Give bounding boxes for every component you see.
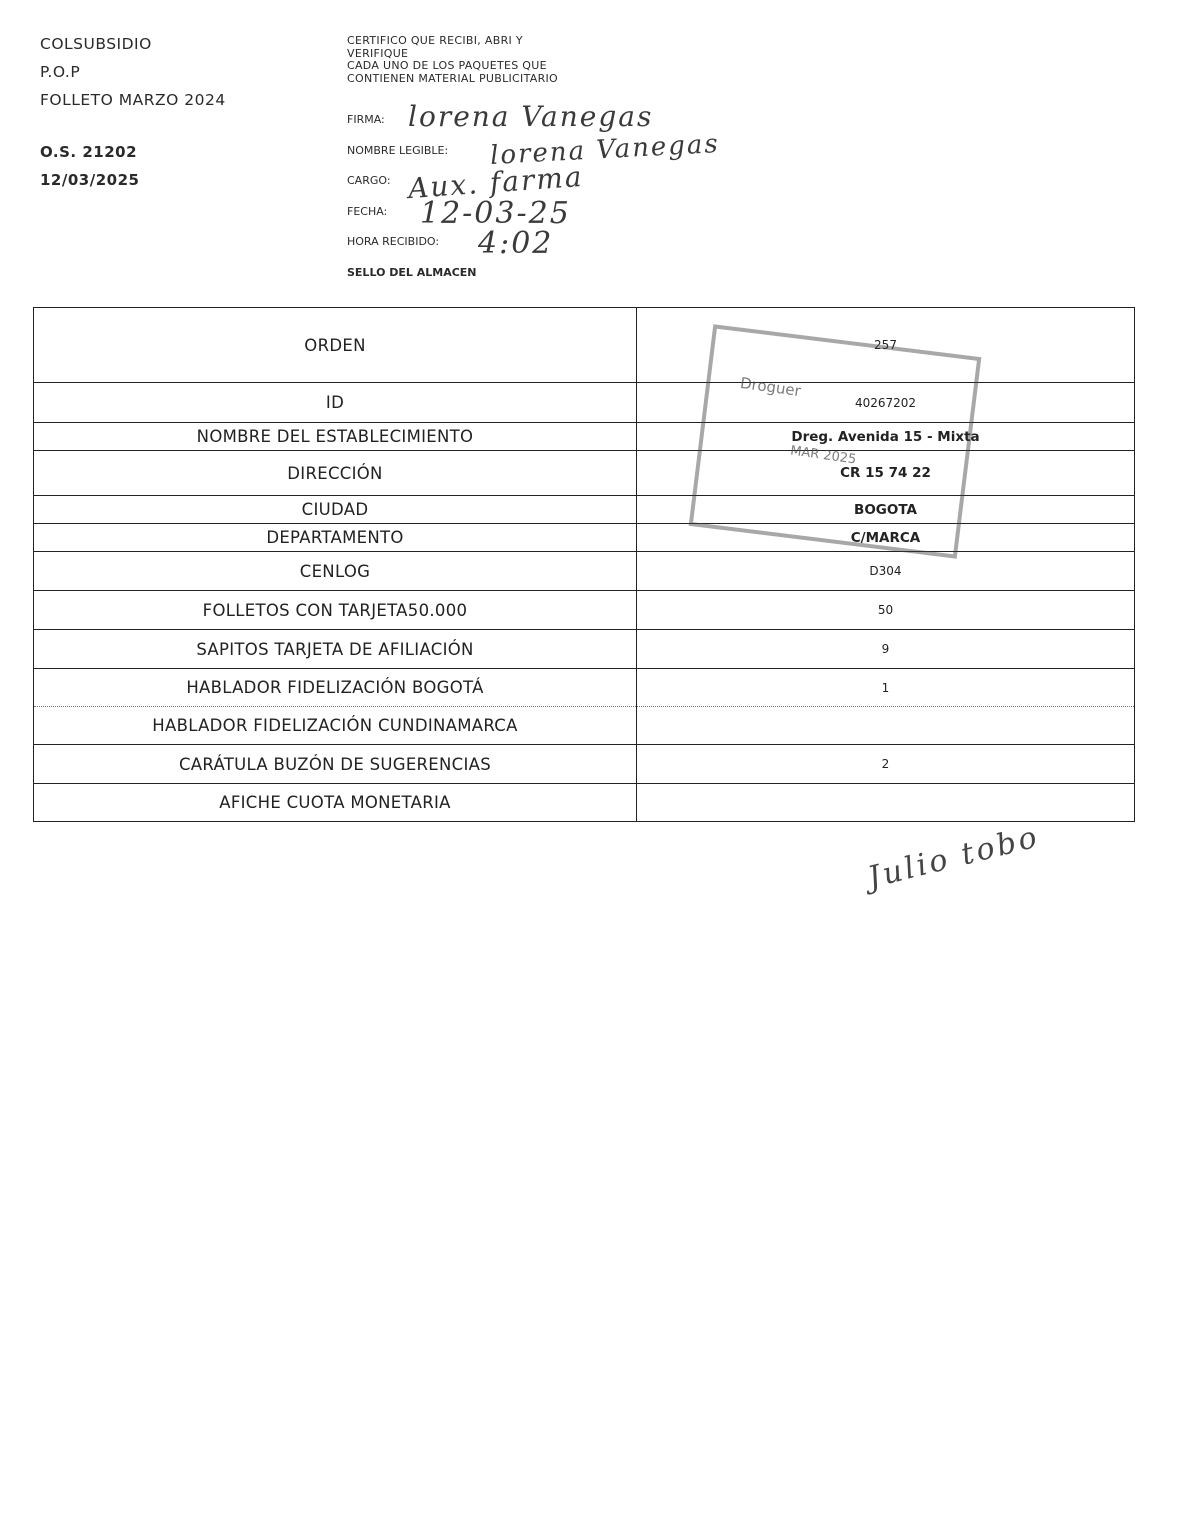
certificate-line: CONTIENEN MATERIAL PUBLICITARIO bbox=[347, 71, 559, 85]
table-row bbox=[34, 784, 1135, 822]
header-block bbox=[40, 35, 226, 199]
table-row bbox=[34, 745, 1135, 784]
row-label: FOLLETOS CON TARJETA50.000 bbox=[34, 591, 637, 630]
row-value: BOGOTA bbox=[637, 496, 1135, 524]
sello-label: SELLO DEL ALMACEN bbox=[347, 266, 477, 279]
row-label: CENLOG bbox=[34, 552, 637, 591]
row-value: 50 bbox=[637, 591, 1135, 630]
row-label: HABLADOR FIDELIZACIÓN BOGOTÁ bbox=[34, 669, 637, 707]
service-order: O.S. 21202 bbox=[40, 143, 138, 161]
stamp-text: Droguer bbox=[739, 373, 802, 401]
row-label: CARÁTULA BUZÓN DE SUGERENCIAS bbox=[34, 745, 637, 784]
certificate-line: VERIFIQUE bbox=[347, 46, 409, 60]
cargo-label: CARGO: bbox=[347, 174, 391, 187]
table-row bbox=[34, 524, 1135, 552]
row-value: C/MARCA bbox=[637, 524, 1135, 552]
nombre-handwriting: lorena Vanegas bbox=[489, 129, 721, 171]
row-value bbox=[637, 784, 1135, 822]
nombre-label: NOMBRE LEGIBLE: bbox=[347, 144, 449, 157]
row-value: 9 bbox=[637, 630, 1135, 669]
hora-handwriting: 4:02 bbox=[478, 226, 554, 261]
department-code: P.O.P bbox=[40, 63, 81, 81]
hora-label: HORA RECIBIDO: bbox=[347, 235, 440, 248]
header-date: 12/03/2025 bbox=[40, 171, 140, 189]
handwritten-signature: Julio tobo bbox=[864, 819, 1044, 896]
table-row bbox=[34, 707, 1135, 745]
table-row bbox=[34, 451, 1135, 496]
table-row bbox=[34, 591, 1135, 630]
row-label: DIRECCIÓN bbox=[34, 451, 637, 496]
row-value: 40267202 bbox=[637, 383, 1135, 423]
company-name: COLSUBSIDIO bbox=[40, 35, 152, 53]
row-value: 2 bbox=[637, 745, 1135, 784]
row-label: SAPITOS TARJETA DE AFILIACIÓN bbox=[34, 630, 637, 669]
row-value: 257 bbox=[637, 308, 1135, 383]
table-row bbox=[34, 630, 1135, 669]
fecha-handwriting: 12-03-25 bbox=[420, 196, 571, 231]
store-stamp bbox=[689, 324, 982, 558]
row-label: HABLADOR FIDELIZACIÓN CUNDINAMARCA bbox=[34, 707, 637, 745]
row-value: CR 15 74 22 bbox=[637, 451, 1135, 496]
row-label: NOMBRE DEL ESTABLECIMIENTO bbox=[34, 423, 637, 451]
certificate-line: CERTIFICO QUE RECIBI, ABRI Y bbox=[347, 34, 523, 47]
firma-label: FIRMA: bbox=[347, 113, 385, 126]
row-value: D304 bbox=[637, 552, 1135, 591]
campaign-title: FOLLETO MARZO 2024 bbox=[40, 91, 226, 109]
row-label: AFICHE CUOTA MONETARIA bbox=[34, 784, 637, 822]
row-label: ORDEN bbox=[34, 308, 637, 383]
row-value bbox=[637, 707, 1135, 745]
certificate-text bbox=[347, 35, 677, 85]
certificate-line: CADA UNO DE LOS PAQUETES QUE bbox=[347, 59, 547, 72]
row-label: DEPARTAMENTO bbox=[34, 524, 637, 552]
table-row bbox=[34, 496, 1135, 524]
firma-handwriting: lorena Vanegas bbox=[408, 100, 654, 133]
table-row bbox=[34, 669, 1135, 707]
row-value: Dreg. Avenida 15 - Mixta bbox=[637, 423, 1135, 451]
stamp-date: MAR 2025 bbox=[789, 443, 858, 468]
cargo-handwriting: Aux. farma bbox=[407, 159, 585, 206]
table-row bbox=[34, 552, 1135, 591]
row-label: CIUDAD bbox=[34, 496, 637, 524]
row-value: 1 bbox=[637, 669, 1135, 707]
row-label: ID bbox=[34, 383, 637, 423]
fecha-label: FECHA: bbox=[347, 205, 388, 218]
